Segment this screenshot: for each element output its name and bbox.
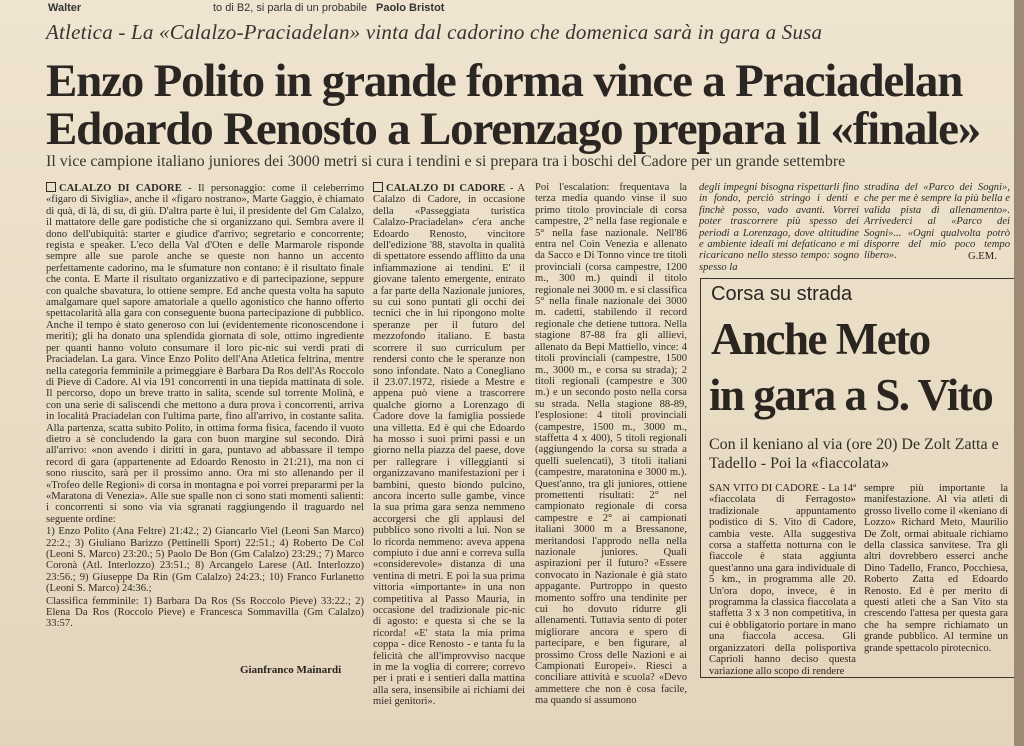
column-2 (373, 182, 526, 708)
column-3 (535, 182, 687, 707)
column-4 (699, 182, 859, 273)
headline-line-2: Edoardo Renosto a Lorenzago prepara il «finale» (46, 103, 981, 155)
article-subhead: Il vice campione italiano juniores dei 3000 metri si cura i tendini e si prepara tra i boschi del Cadore per un grande settembre (46, 153, 846, 170)
column-2-text: - A Calalzo di Cadore, in occasione della «Passeggiata turistica Calalzo-Praciadelan» c'era anche Edoardo Renosto, vincitore dell'edizione '88, stavolta in qualità di spettatore essendo afflitto da una infiammazione ai tendini. E' il giovane talento emergente, entrato a far parte della Nazionale juniores, su cui sono puntati gli occhi dei tecnici che in lui ripongono molte speranze per il futuro del mezzofondo italiano. E basta scorrere il suo curriculum per rendersi conto che le speranze non sono infondate. Nato a Conegliano il 23.07.1972, risiede a Mestre e appena può viene a trascorrere qualche giorno a Lorenzago di Cadore dove la famiglia possiede una villetta. Ed è qui che Edoardo ha mosso i suoi primi passi e un giorno nella piazza del paese, dove per rallegrare i villeggianti si organizzavano manifestazioni per i bambini, questo biondo pulcino, ancora incerto sulle gambe, vince la sua prima gara senza nemmeno accorgersi che gli applausi del pubblico sono rivolti a lui. Non se lo ricorda nemmeno: aveva appena compiuto i due anni e correva sulla «considerevole» distanza di una ventina di metri. E poi la sua prima vittoria «importante» in una non competitiva al Passo Mauria, in occasione del tradizionale pic-nic di agosto: e questa si che se la ricorda! «E' stata la mia prima coppa - dice Renosto - e tanta fu la felicità che all'improvviso nacque in me la voglia di correre; correvo per i prati e i sentieri dalla mattina alla sera, insensibile ai richiami dei miei genitori». (373, 183, 526, 708)
women-results: Classifica femminile: 1) Barbara Da Ros (Ss Roccolo Pieve) 33:22.; 2) Elena Da Ros (Roccolo Pieve) e Francesca Sommavilla (Gm Calalzo) 33:57. (46, 595, 364, 630)
square-bullet-icon (46, 182, 56, 192)
top-strip-left: Walter (48, 2, 82, 14)
top-cut-strip (0, 0, 1024, 18)
top-strip-middle: to di B2, si parla di un probabile (213, 2, 368, 14)
square-bullet-icon (373, 182, 383, 192)
dateline: CALALZO DI CADORE (59, 183, 182, 194)
byline: Gianfranco Mainardi (240, 664, 342, 676)
box-title-line-1: Anche Meto (711, 314, 930, 364)
box-subtitle: Con il keniano al via (ore 20) De Zolt Zatta e Tadello - Poi la «fiaccolata» (709, 436, 999, 472)
column-1 (46, 182, 364, 686)
column-1-text: - Il personaggio: come il celeberrimo «figaro di Siviglia», anche il «figaro nostrano», Marte Gaggio, è chiamato di quà, di là, di su, di giù. D'altra parte è lui, il presidente del Gm Calalzo, il mattatore delle gare podistiche che si organizzano qui. Sembra avere il dono dell'ubiquità: starter e giudice d'arrivo; segretario e concorrente; regista e speaker. L'eco della Val d'Oten e delle Marmarole risponde sempre alle sue parole anche se queste non hanno un accento perfettamente cadorino, ma le sfumature non contano: è il risultato finale che conta. E Marte il risultato organizzativo e di partecipazione, seppure con qualche sbavatura, lo ottiene sempre. Ed anche questa volta ha saputo amalgamare quel sapore amatoriale a quello agonistico che hanno offerto spettacolarità alla gara con conseguente buona partecipazione di pubblico. Anche il tempo è stato generoso con lui (evidentemente riconoscendone i meriti); gli ha donato una splendida giornata di sole, ottimo ingrediente per quanti hanno voluto consumare il loro pic-nic sui verdi prati di Praciadelan. La gara. Vince Enzo Polito dell'Ana Atletica feltrina, mentre nella categoria femminile a primeggiare è Barbara Da Ros dell'As Roccolo di Pieve di Cadore. Al via 191 concorrenti in una tiepida mattinata di sole. Il percorso, dopo un breve tratto in salita, scende sul torrente Molinà, e con una serie di saliscendi che mettono a dura prova i concorrenti, arriva in località Praciadelan con l'ultima parte, fino all'arrivo, in costante salita. Alla partenza, scatta subito Polito, in ottima forma fisica, facendo il vuoto dietro a sè concludendo la gara con buon margine sul secondo. Dirà all'arrivo: «non avendo i diritti in gara, puntavo ad abbassare il tempo record di gara (appartenente ad Edoardo Renosto in 21:21), ma non ci sono riuscito, sarà per il prossimo anno. Ora mi sto allenando per il «Trofeo delle Regioni» di corsa in montagna e poi vorrei prepararmi per la «Maratona di Venezia». Alle sue spalle non ci sono stati momenti salienti: i concorrenti si sono via via sgranati raggiungendo il traguardo nel seguente ordine: (46, 183, 365, 525)
column-5 (864, 182, 1010, 262)
author-initials: G.EM. (968, 251, 997, 262)
column-3-text: Poi l'escalation: frequentava la terza media quando vinse il suo primo titolo provinciale di corsa campestre, 2° nella fase regionale e 5° nella fase nazionale. Nell'86 entra nel Coin Venezia e allenato da Sacco e Di Tonno vince tre titoli provinciali (corsa campestre, 1200 m., 300 m.) quindi il titolo regionale nei 3000 m. e si classifica 5° nella finale nazionale dei 3000 m. cadetti, stabilendo il record regionale che detiene tuttora. Nella stagione 87-88 fra gli allievi, allenato da Bepi Mattiello, vince: 4 titoli provinciali (campestre, 1500 m., 3000 m., e corsa su strada); 2 titoli regionali (campestre e 300 m.) e un secondo posto nella corsa su strada. Nella stagione 88-89, l'esplosione: 4 titoli provinciali (campestre, 1500 m., 3000 m., staffetta 4 x 400), 5 titoli regionali (aggiungendo la corsa su strada a quelli suelencati), 3 titoli italiani (campestre, maratonina e 3000 m.). Quest'anno, tra gli juniores, ottiene promettenti risultati: 2° nel campionato regionale di corsa campestre e 2° ai campionati italiani 3000 m a Bressanone, meritandosi l'approdo nella nella nazionale juniores. Quali aspirazioni per il futuro? «Essere convocato in Nazionale è già stato appagante. Purtroppo in questo momento soffro una tendinite per cui ho dovuto ridurre gli allenamenti. Tuttavia sento di poter migliorare ancora e spero di partecipare, e ben figurare, al prossimo Cross delle Nazioni e ai Campionati Europei». Riesci a conciliare attività e scuola? «Devo ammettere che non è cosa facile, ma quando si assumono (535, 182, 687, 707)
top-strip-right: Paolo Bristot (376, 2, 445, 14)
headline-line-1: Enzo Polito in grande forma vince a Praciadelan (46, 55, 963, 107)
dateline: CALALZO DI CADORE (386, 183, 506, 194)
column-1-body (46, 182, 364, 525)
box-title-line-2: in gara a S. Vito (709, 370, 993, 420)
page-edge (1014, 0, 1024, 746)
results-list: 1) Enzo Polito (Ana Feltre) 21:42.; 2) Giancarlo Viel (Leoni San Marco) 22:2.; 3) Giuliano Barizzo (Pettinelli Sport) 22:51.; 4) Roberto De Col (Leoni S. Marco) 23:20.; 5) Paolo De Bon (Gm Calalzo) 23:29.; 7) Marco Coronà (Atl. Interlozzo) 23:51.; 8) Arcangelo Larese (Atl. Interlozzo) 23:56.; 9) Giuseppe Da Rin (Gm Calalzo) 24:23.; 10) Franco Furlanetto (Leoni S. Marco) 24:36.; (46, 526, 364, 595)
article-kicker: Atletica - La «Calalzo-Praciadelan» vinta dal cadorino che domenica sarà in gara a Susa (46, 20, 823, 44)
box-kicker: Corsa su strada (711, 283, 853, 305)
sidebar-box (700, 278, 1016, 678)
column-4-text: degli impegni bisogna rispettarli fino in fondo, perciò stringo i denti e finchè posso, vado avanti. Vorrei poter trascorrere più spesso dei periodi a Lorenzago, dove altitudine e ambiente ideali mi defaticano e mi ricaricano nello stesso tempo: sogno spesso la (699, 182, 859, 273)
box-column-1: SAN VITO DI CADORE - La 14ª «fiaccolata di Ferragosto» tradizionale appuntamento podistico di S. Vito di Cadore, cambia veste. Alla suggestiva corsa a staffetta notturna con le fiaccole è stata aggiunta quest'anno una gara individuale di 5 km., in programma alle 20. Un'ora dopo, invece, è in programma la classica fiaccolata a staffetta 3 x 3 non competitiva, in cui è obbligatorio portare in mano una fiaccola accesa. Gli organizzatori della polisportiva Caprioli hanno deciso questa variazione allo scopo di rendere (709, 483, 856, 677)
column-5-text: stradina del «Parco dei Sogni», che per me è sempre la più bella e valida pista di allenamento». Arrivederci al «Parco dei Sogni»... «Ogni qualvolta potrò disporre del mio poco tempo libero». (864, 182, 1010, 262)
box-column-2: sempre più importante la manifestazione. Al via atleti di grosso livello come il «keniano di Lozzo» Richard Meto, Maurilio De Zolt, ormai abituale richiamo della classica sanvitese. Tra gli altri dovrebbero esserci anche Dino Tadello, Franco, Pocchiesa, Roberto Zatta ed Edoardo Renosto. Ed è per merito di questi atleti che a San Vito sta crescendo l'attesa per questa gara che ha sempre richiamato un grande pubblico. Al termine un grande spettacolo pirotecnico. (864, 483, 1008, 654)
column-2-body (373, 182, 525, 708)
